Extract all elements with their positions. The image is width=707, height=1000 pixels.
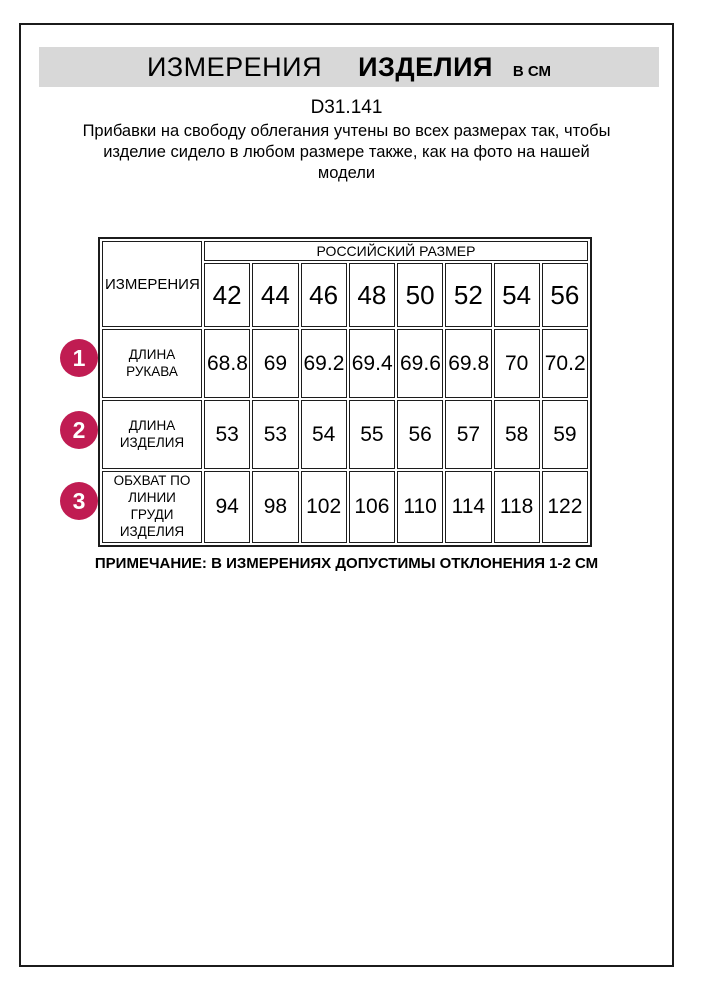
title-unit-label: В СМ [512, 63, 552, 80]
value-cell: 69 [252, 329, 298, 398]
row-label-cell: ОБХВАТ ПО ЛИНИИ ГРУДИ ИЗДЕЛИЯ [102, 471, 202, 543]
fit-description-line-1: Прибавки на свободу облегания учтены во всех размерах так, чтобы [82, 122, 611, 140]
value-cell: 53 [204, 400, 250, 469]
value-cell: 53 [252, 400, 298, 469]
table-row-item-length [102, 400, 588, 469]
size-header-cell: 46 [301, 263, 347, 327]
size-header-cell: 42 [204, 263, 250, 327]
size-header-cell: 50 [397, 263, 443, 327]
row-label-cell: ДЛИНА РУКАВА [102, 329, 202, 398]
value-cell: 122 [542, 471, 588, 543]
size-header-cell: 54 [494, 263, 540, 327]
size-header-cell: 44 [252, 263, 298, 327]
page-frame [19, 23, 674, 967]
size-measurements-table [98, 237, 592, 547]
page-title-bold: ИЗДЕЛИЯ [358, 52, 493, 82]
row-number-badge-3: 3 [60, 482, 98, 520]
value-cell: 118 [494, 471, 540, 543]
value-cell: 69.2 [301, 329, 347, 398]
table-row-chest-girth [102, 471, 588, 543]
row-number-badge-1: 1 [60, 339, 98, 377]
corner-header-cell: ИЗМЕРЕНИЯ [102, 241, 202, 327]
value-cell: 58 [494, 400, 540, 469]
row-number-badge-2: 2 [60, 411, 98, 449]
article-number: D31.141 [310, 97, 383, 118]
value-cell: 69.8 [445, 329, 491, 398]
value-cell: 57 [445, 400, 491, 469]
value-cell: 55 [349, 400, 395, 469]
value-cell: 110 [397, 471, 443, 543]
value-cell: 69.6 [397, 329, 443, 398]
value-cell: 94 [204, 471, 250, 543]
fit-description-line-2: изделие сидело в любом размере также, как на фото на нашей [103, 143, 590, 161]
title-bar [39, 47, 659, 87]
value-cell: 70 [494, 329, 540, 398]
value-cell: 69.4 [349, 329, 395, 398]
page-title: ИЗМЕРЕНИЯ [146, 52, 323, 82]
value-cell: 98 [252, 471, 298, 543]
tolerance-note: ПРИМЕЧАНИЕ: В ИЗМЕРЕНИЯХ ДОПУСТИМЫ ОТКЛОНЕНИЯ 1-2 СМ [94, 555, 599, 572]
value-cell: 54 [301, 400, 347, 469]
row-label-cell: ДЛИНА ИЗДЕЛИЯ [102, 400, 202, 469]
value-cell: 106 [349, 471, 395, 543]
value-cell: 102 [301, 471, 347, 543]
size-header-cell: 56 [542, 263, 588, 327]
fit-description-line-3: модели [317, 164, 376, 182]
size-header-cell: 52 [445, 263, 491, 327]
value-cell: 70.2 [542, 329, 588, 398]
table-row-sleeve-length [102, 329, 588, 398]
size-header-cell: 48 [349, 263, 395, 327]
size-group-header-cell: РОССИЙСКИЙ РАЗМЕР [204, 241, 588, 261]
value-cell: 59 [542, 400, 588, 469]
value-cell: 114 [445, 471, 491, 543]
fit-description [21, 121, 672, 184]
value-cell: 56 [397, 400, 443, 469]
value-cell: 68.8 [204, 329, 250, 398]
table-row-group-header [102, 241, 588, 261]
